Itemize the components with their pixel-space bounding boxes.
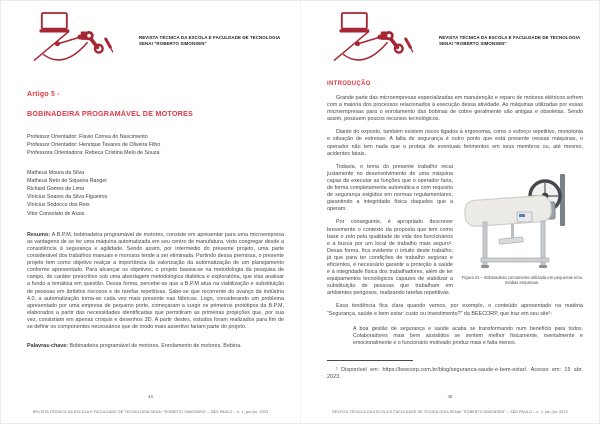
advisor-item: Professor Orientador: Henrique Tavares de Oliveira Filho [27, 142, 161, 149]
advisor-item: Professora Orientadora: Rebeca Cristina Melo de Souza [27, 150, 160, 157]
page-number-left: 44 [148, 394, 153, 399]
abstract-label: Resumo: [27, 231, 51, 238]
author-item: Vinícius Soares da Silva Figueiros [27, 194, 108, 201]
authors-list [27, 169, 284, 218]
article-title: BOBINADEIRA PROGRAMÁVEL DE MOTORES [27, 109, 194, 118]
abstract [27, 232, 284, 331]
keywords [27, 343, 284, 350]
keywords-label: Palavras-chave: [27, 343, 69, 350]
author-item: Vitor Consolato de Assis [27, 210, 85, 217]
abstract-text: A B.P.M, bobinadeira programável de motores, consiste em apresentar para uma microempresa as vantagens de se ter uma máquina automatizada em seu centro de manufatura, visto congregar desde a consistência à segurança e agilidade. Sendo assim, por intermédio do presente projeto, uma parte considerável dos trabalhos manuais e morosos tende a ser eliminada. Partindo dessa premissa, o presente projeto tem como objetivo realçar a importância da valorização da automatização de um planejamento conforme apresentado. Para alcançar os objetivos, o projeto baseia-se na metodologia da pesquisa de campo, de caráter prescritivo sob uma abordagem metodológica dialética e exploratória, que visa analisar a fundo a temática em questão. Dessa forma, percebe-se que a B.P.M atua na viabilização e substituição de pessoas em âmbitos riscosos e de tarefas repetitivas. Sabe-se que recorrente do avanço da indústria 4.0, a automatização torna-se cada vez mais presente nas fábricas. Logo, considerando um problema apresentado por uma empresa de pequeno porte, começaram a surgir os primeiros protótipos da B.P.M, elaborados a partir das necessidades identificadas que permitiram as primeiras projeções que, por sua vez, consistiam em apenas croquis e desenhos 3D. A partir destes, estudos foram realizados para fim de se definir os componentes necessários que de modo mais assertivo fariam parte do projeto. [27, 231, 284, 331]
intro-paragraph: Grande parte das microempresas especializadas em manutenção e reparo de motores elétricos sofrem com a maioria dos processos relacionados à execução dessa atividade. As máquinas utilizadas por essas microempresas para o enrolamento das bobinas de cobre geralmente são antigas e obsoletas. Sendo assim, possuem poucos recursos tecnológicos. [327, 95, 583, 123]
author-item: Vinícius Sodocco dos Reis [27, 202, 90, 209]
author-item: Richard Gomes de Lima [27, 186, 85, 193]
intro-paragraph: Diante do exposto, também existem riscos ligados à ergonomia, como o esforço repetitivo, monotonia e situação de estresse. A falta de segurança é outro ponto que está presente nessas máquinas, o operador não tem nada que o proteja de eventuais ferimentos em seus membros ou, até mesmo, acidentes fatais. [327, 129, 583, 157]
page-right [300, 1, 599, 424]
author-item: Matheus Moura da Silva [27, 169, 85, 176]
page-footer-right: REVISTA TÉCNICA DA ESCOLA E FACULDADE DE TECNOLOGIA SENAI "ROBERTO SIMONSEN" – SÃO PAULO – n. 1, jan./jul. 2023 [332, 410, 568, 414]
page-left [1, 1, 300, 424]
page-header [27, 11, 284, 69]
figure-caption: Figura 01 – Bobinadeira comumente utilizada em pequenas e/ou médias empresas. [461, 274, 583, 286]
footnote-block [327, 360, 583, 381]
journal-name-line2: SENAI "ROBERTO SIMONSEN" [139, 40, 207, 46]
block-quote: A boa gestão de segurança e saúde acaba se transformando num benefício para todos. Colaboradores mais bem assistidos se sentem melhor fisicamente, mentalmente e emocionalmente e o funcionário motivado produz mais e falta menos. [353, 325, 583, 347]
journal-name [439, 35, 580, 47]
journal-logo-icon [27, 11, 115, 65]
journal-name-line1: REVISTA TÉCNICA DA ESCOLA E FACULDADE DE TECNOLOGIA [139, 35, 281, 40]
advisor-item: Professor Orientador: Flavio Correa do Nascimento [27, 134, 148, 140]
article-label: Artigo 5 - [27, 91, 60, 98]
footnote-text: ¹ Disponível em: https://beecorp.com.br/blog/seguranca-saude-e-bem-estar/. Acesso em: 15 abr. 2023. [327, 366, 583, 380]
footnote-rule [327, 360, 413, 361]
intro-paragraph: Por conseguinte, é apropriado descrever brevemente o contexto da proposta que tem como base o zelo pela qualidade de vida dos funcionários e a busca por um local de trabalho mais seguro¹. Dessa forma, fica evidente o intuito deste trabalho, já que para ter condições de trabalho seguras e eficientes, é necessário garantir a proteção à saúde e à integridade física dos trabalhadores, além de ter equipamentos tecnológicos capazes de viabilizar a substituição de pessoas que trabalham em ambientes perigosos, realizando tarefas repetitivas. [327, 219, 453, 297]
figure-bobinadeira [461, 172, 583, 286]
journal-name-line2: SENAI "ROBERTO SIMONSEN" [439, 40, 507, 46]
page-number-right: 45 [447, 394, 453, 399]
page-footer-left: REVISTA TÉCNICA DA ESCOLA E FACULDADE DE TECNOLOGIA SENAI "ROBERTO SIMONSEN" – SÃO PAULO – n. 1, jan./jul. 2023 [32, 410, 269, 414]
introduction-body [327, 95, 583, 381]
page-header [327, 11, 583, 69]
journal-name-line1: REVISTA TÉCNICA DA ESCOLA E FACULDADE DE TECNOLOGIA [439, 35, 581, 40]
intro-paragraph: Essa tendência fica clara quando vemos, por exemplo, o conteúdo apresentado na matéria “Segurança, saúde e bem estar: custo ou investimento?” da BEECORP, que traz em seu site¹: [327, 303, 583, 317]
advisors-list [27, 133, 284, 158]
journal-logo-icon [327, 11, 415, 65]
intro-paragraph: Todavia, o tema do presente trabalho recai justamente no desenvolvimento de uma máquina capaz de executar as funções que o operador faria, de forma completamente automática e com requisito de segurança exigidos em normas regulamentares, garantindo a integridade física daqueles que a operam. [327, 163, 453, 213]
bobinadeira-machine-image [461, 172, 583, 272]
section-title-introducao: INTRODUÇÃO [327, 81, 371, 87]
journal-name [139, 35, 280, 47]
author-item: Matheus Neto de Siqueira Rangel [27, 177, 107, 184]
keywords-text: Bobinadeira programável de motores. Enrolamento de motores. Bobina. [69, 343, 242, 350]
